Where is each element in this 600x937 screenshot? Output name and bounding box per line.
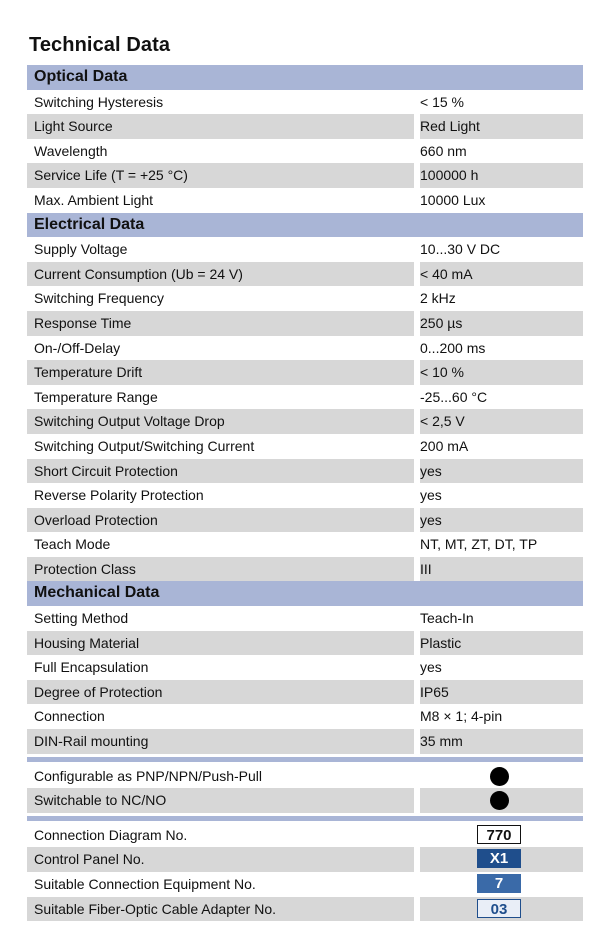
row-label: DIN-Rail mounting xyxy=(34,733,149,750)
feature-label: Switchable to NC/NO xyxy=(34,792,167,809)
row-value: 35 mm xyxy=(420,733,463,750)
table-row xyxy=(27,508,583,533)
reference-label: Suitable Fiber-Optic Cable Adapter No. xyxy=(34,900,277,917)
connection-equipment-badge: 7 xyxy=(477,874,521,893)
reference-row xyxy=(27,847,583,872)
row-value: 660 nm xyxy=(420,142,467,159)
row-value: M8 × 1; 4-pin xyxy=(420,708,503,725)
row-value: yes xyxy=(420,462,442,479)
feature-label: Configurable as PNP/NPN/Push-Pull xyxy=(34,767,262,784)
row-value: Plastic xyxy=(420,634,462,651)
table-row xyxy=(27,360,583,385)
row-value: 0...200 ms xyxy=(420,339,486,356)
table-row xyxy=(27,188,583,213)
section-header-mechanical: Mechanical Data xyxy=(27,581,583,606)
table-row xyxy=(27,606,583,631)
reference-row xyxy=(27,823,583,848)
table-row xyxy=(27,262,583,287)
row-value: 10000 Lux xyxy=(420,191,486,208)
table-row xyxy=(27,459,583,484)
control-panel-badge: X1 xyxy=(477,849,521,868)
row-label: Response Time xyxy=(34,314,132,331)
table-row xyxy=(27,114,583,139)
table-row xyxy=(27,631,583,656)
table-row xyxy=(27,409,583,434)
row-value: < 15 % xyxy=(420,93,464,110)
filled-circle-icon xyxy=(490,767,509,786)
row-value: 200 mA xyxy=(420,437,469,454)
row-label: Temperature Drift xyxy=(34,364,143,381)
table-row xyxy=(27,237,583,262)
table-row xyxy=(27,532,583,557)
reference-row xyxy=(27,872,583,897)
row-label: Light Source xyxy=(34,118,113,135)
row-label: Service Life (T = +25 °C) xyxy=(34,167,188,184)
row-label: Degree of Protection xyxy=(34,683,163,700)
page-title: Technical Data xyxy=(29,34,171,56)
table-row xyxy=(27,163,583,188)
row-label: On-/Off-Delay xyxy=(34,339,121,356)
row-value: yes xyxy=(420,487,442,504)
row-value: 10...30 V DC xyxy=(420,241,501,258)
row-value: < 2,5 V xyxy=(420,413,465,430)
row-label: Max. Ambient Light xyxy=(34,191,154,208)
table-row xyxy=(27,385,583,410)
row-value: yes xyxy=(420,659,442,676)
row-value: yes xyxy=(420,511,442,528)
row-value: < 40 mA xyxy=(420,265,473,282)
connection-diagram-badge: 770 xyxy=(477,825,521,844)
row-label: Setting Method xyxy=(34,610,129,627)
row-label: Housing Material xyxy=(34,634,140,651)
row-label: Short Circuit Protection xyxy=(34,462,178,479)
reference-label: Suitable Connection Equipment No. xyxy=(34,876,256,892)
table-row xyxy=(27,90,583,115)
table-row xyxy=(27,311,583,336)
row-value: 250 µs xyxy=(420,314,463,331)
table-row xyxy=(27,729,583,754)
row-value: Red Light xyxy=(420,118,480,135)
table-row xyxy=(27,704,583,729)
row-label: Wavelength xyxy=(34,142,108,159)
row-label: Switching Hysteresis xyxy=(34,93,164,110)
row-value: IP65 xyxy=(420,683,449,700)
section-header-optical: Optical Data xyxy=(27,65,583,90)
table-row xyxy=(27,680,583,705)
row-label: Switching Frequency xyxy=(34,290,164,307)
table-row xyxy=(27,483,583,508)
table-row xyxy=(27,557,583,582)
row-label: Supply Voltage xyxy=(34,241,128,258)
feature-row xyxy=(27,764,583,789)
section-header-electrical: Electrical Data xyxy=(27,213,583,238)
filled-circle-icon xyxy=(490,791,509,810)
feature-row xyxy=(27,788,583,813)
row-label: Switching Output/Switching Current xyxy=(34,437,255,454)
row-label: Protection Class xyxy=(34,560,136,577)
row-label: Teach Mode xyxy=(34,536,111,553)
row-value: NT, MT, ZT, DT, TP xyxy=(420,536,538,553)
section-divider xyxy=(27,816,583,821)
row-label: Temperature Range xyxy=(34,388,158,405)
row-value: III xyxy=(420,560,432,577)
row-label: Overload Protection xyxy=(34,511,158,528)
table-row xyxy=(27,139,583,164)
row-label: Full Encapsulation xyxy=(34,659,149,676)
reference-label: Connection Diagram No. xyxy=(34,826,188,843)
row-label: Reverse Polarity Protection xyxy=(34,487,204,504)
row-value: Teach-In xyxy=(420,610,474,627)
row-label: Current Consumption (Ub = 24 V) xyxy=(34,265,243,282)
row-value: 2 kHz xyxy=(420,290,456,307)
table-row xyxy=(27,336,583,361)
row-label: Switching Output Voltage Drop xyxy=(34,413,225,430)
row-label: Connection xyxy=(34,708,105,725)
technical-data-table xyxy=(27,65,583,921)
table-row xyxy=(27,655,583,680)
row-value: -25...60 °C xyxy=(420,388,488,405)
section-divider xyxy=(27,757,583,762)
fiber-optic-adapter-badge: 03 xyxy=(477,899,521,918)
table-row xyxy=(27,434,583,459)
row-value: < 10 % xyxy=(420,364,464,381)
table-row xyxy=(27,286,583,311)
reference-row xyxy=(27,897,583,922)
row-value: 100000 h xyxy=(420,167,479,184)
reference-label: Control Panel No. xyxy=(34,851,145,868)
